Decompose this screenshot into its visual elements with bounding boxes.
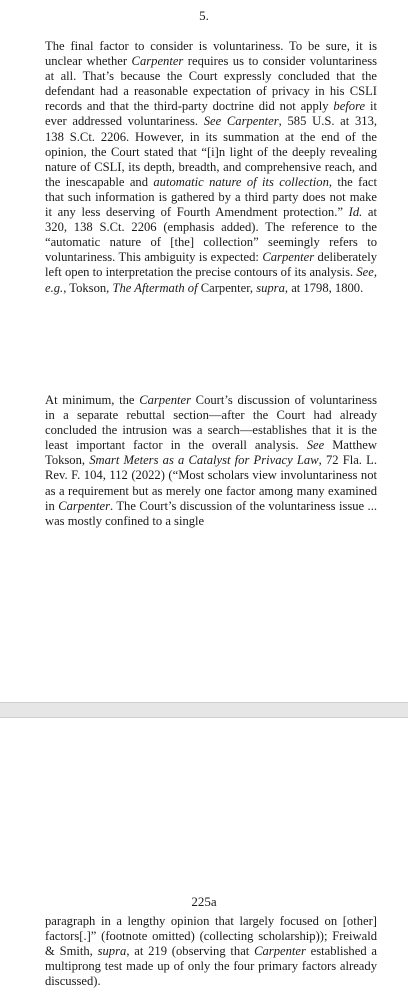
text-run: at 320, 138 S.Ct. 2206 (emphasis added). The reference to the “automatic nature of [the] collection” seemingly refers to voluntariness. This ambiguity is expected:	[45, 205, 377, 265]
italic-text-run: Carpenter	[262, 250, 315, 265]
text-run: Carpenter,	[197, 280, 257, 295]
text-run: requires us to consider voluntariness at all. That’s because the Court expressly concluded that the defendant had a reasonable expectation of privacy in his CSLI records and that the third-party doctrine did not apply	[45, 54, 377, 114]
text-run: At minimum, the	[45, 393, 140, 407]
italic-text-run: Carpenter	[254, 944, 306, 959]
page-separator	[0, 702, 408, 718]
body-paragraph-minimum	[45, 393, 377, 529]
italic-text-run: The Aftermath of	[112, 280, 198, 295]
document-page-lower	[0, 718, 408, 1000]
text-run: it ever addressed voluntariness.	[45, 99, 377, 129]
text-run: , 585 U.S. at 313, 138 S.Ct. 2206. However, in its summation at the end of the opinion, the Court stated that “[i]n light of the deeply revealing nature of CSLI, its depth, breadth, and comprehensive reach, and the inescapable and	[45, 114, 378, 189]
text-run: , at 1798, 1800.	[284, 280, 364, 295]
page-number: 5.	[199, 8, 209, 23]
text-run: The final factor to consider is voluntariness. To be sure, it is unclear whether	[45, 39, 377, 69]
text-run: . The Court’s discussion of the voluntariness issue ... was mostly confined to a single	[45, 498, 378, 528]
body-paragraph-voluntariness	[45, 39, 377, 296]
italic-text-run: See Carpenter	[203, 114, 279, 129]
italic-text-run: Smart Meters as a Catalyst for Privacy Law	[89, 453, 319, 468]
italic-text-run: Carpenter	[131, 54, 184, 69]
italic-text-run: automatic nature of its collection	[153, 174, 329, 189]
italic-text-run: Id.	[348, 205, 363, 220]
italic-text-run: See	[306, 438, 325, 453]
text-run: paragraph in a lengthy opinion that largely focused on [other] factors[.]” (footnote omitted) (collecting scholarship)); Freiwald & Smith,	[45, 914, 377, 959]
text-run: , at 219 (observing that	[126, 944, 255, 959]
body-paragraph-continuation	[45, 914, 377, 989]
text-run: Matthew Tokson,	[45, 438, 377, 468]
text-run: deliberately left open to interpretation the precise contours of its analysis.	[45, 250, 377, 280]
italic-text-run: supra	[256, 280, 285, 295]
text-run: established a multiprong test made up of only the four primary factors already discussed).	[45, 944, 377, 989]
text-run: , 72 Fla. L. Rev. F. 104, 112 (2022) (“Most scholars view involuntariness not as a requirement but as merely one factor among many examined in	[45, 453, 377, 513]
italic-text-run: Carpenter	[58, 498, 110, 513]
italic-text-run: supra	[97, 944, 127, 959]
italic-text-run: before	[333, 99, 366, 114]
text-run: , the fact that such information is gathered by a third party does not make it any less deserving of Fourth Amendment protection.”	[45, 174, 377, 220]
italic-text-run: Carpenter	[139, 393, 191, 407]
text-run: , Tokson,	[63, 280, 113, 295]
page-number: 225a	[191, 894, 217, 909]
italic-text-run: See, e.g.	[45, 265, 377, 295]
text-run: Court’s discussion of voluntariness in a separate rebuttal section—after the Court had already concluded the intrusion was a search—establishes that it is the least important factor in the overall analysis.	[45, 393, 377, 453]
